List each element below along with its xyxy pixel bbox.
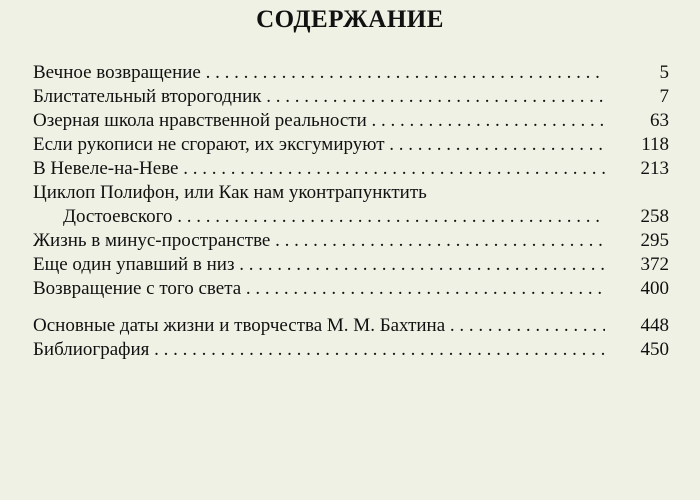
toc-entry-title: Возвращение с того света . . .: [33, 277, 605, 301]
toc-entry-page: 258: [640, 206, 669, 227]
toc-entry-page: 63: [650, 110, 669, 131]
toc-entry-page: 400: [640, 278, 669, 299]
toc-entry-page: 7: [659, 86, 669, 107]
toc-entry-line2: [33, 205, 669, 229]
toc-entry-page: 5: [659, 62, 669, 83]
toc-entry-title: Библиография . . .: [33, 338, 605, 362]
toc-entry: [33, 277, 669, 301]
toc-appendix-entry: [33, 314, 669, 338]
toc-entry: [33, 253, 669, 277]
toc-entry-title: Жизнь в минус-пространстве . . .: [33, 229, 605, 253]
toc-entry: [33, 133, 669, 157]
toc-entry: [33, 157, 669, 181]
toc-entry-page: 372: [640, 254, 669, 275]
toc-entry: [33, 85, 669, 109]
toc-entry-page: 448: [640, 315, 669, 336]
toc-entry-title-continued: Достоевского . . .: [63, 205, 605, 229]
toc-entry: [33, 109, 669, 133]
toc-entry-title: Циклоп Полифон, или Как нам уконтрапунктить: [33, 182, 427, 203]
toc-entry-title: Озерная школа нравственной реальности . . .: [33, 109, 605, 133]
toc-entry-title: Еще один упавший в низ . . .: [33, 253, 605, 277]
section-gap: [33, 301, 669, 314]
toc-entry-title: Вечное возвращение . . .: [33, 61, 605, 85]
toc-entry: [33, 229, 669, 253]
toc-entry-page: 450: [640, 339, 669, 360]
toc-entry-title: Блистательный второгодник . . .: [33, 85, 605, 109]
toc-entry-page: 295: [640, 230, 669, 251]
toc-appendix-entry: [33, 338, 669, 362]
toc-entry-title: В Невеле-на-Неве . . .: [33, 157, 605, 181]
toc-entry-title: Основные даты жизни и творчества М. М. Бахтина . . .: [33, 314, 605, 338]
toc-entry-line1: [33, 181, 669, 205]
toc-entry-page: 213: [640, 158, 669, 179]
table-of-contents: [33, 61, 669, 362]
page-title: СОДЕРЖАНИЕ: [256, 6, 444, 33]
toc-entry-title: Если рукописи не сгорают, их эксгумируют . . .: [33, 133, 605, 157]
toc-entry: [33, 61, 669, 85]
toc-entry-page: 118: [641, 134, 669, 155]
